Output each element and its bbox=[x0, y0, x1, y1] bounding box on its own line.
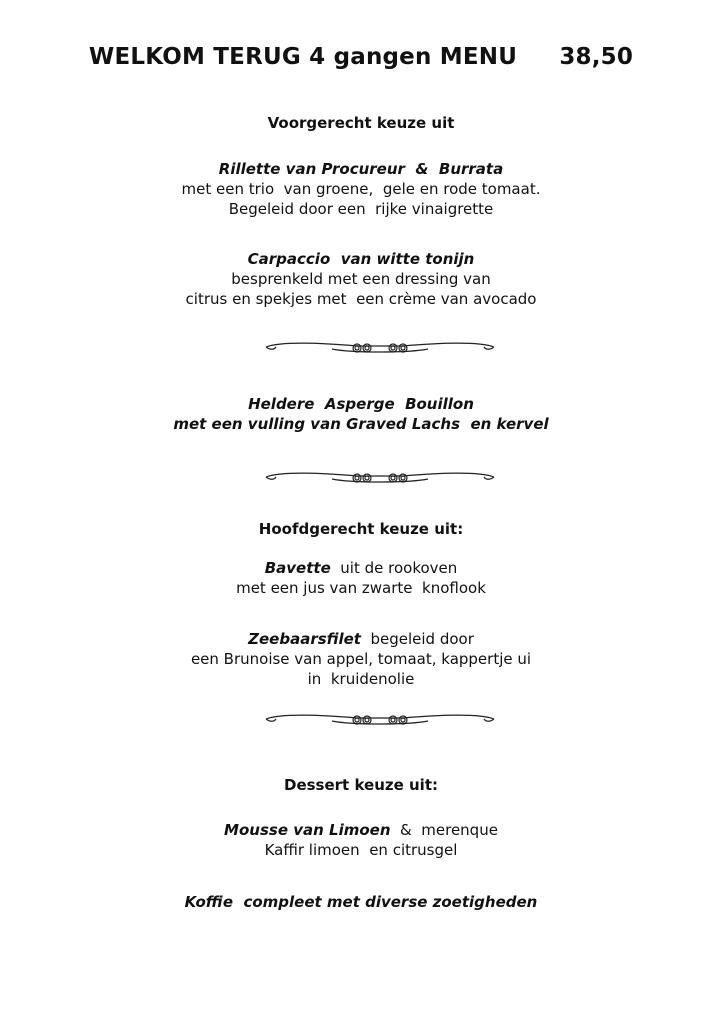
dish-name-2: met een vulling van Graved Lachs en kervel bbox=[173, 415, 549, 433]
dish-name: Mousse van Limoen bbox=[224, 821, 391, 839]
dish-title-line bbox=[0, 558, 722, 578]
dish-title-line bbox=[0, 820, 722, 840]
dish-name: Bavette bbox=[264, 559, 331, 577]
dish-title-line bbox=[0, 629, 722, 649]
scroll-divider-icon bbox=[262, 337, 498, 359]
dish-description: in kruidenolie bbox=[307, 670, 415, 688]
dish-bavette bbox=[0, 558, 722, 598]
section-hoofdgerecht: Hoofdgerecht keuze uit: bbox=[258, 520, 464, 538]
dish-zeebaars bbox=[0, 629, 722, 689]
dish-name: Rillette van Procureur & Burrata bbox=[218, 160, 504, 178]
dish-description: besprenkeld met een dressing van bbox=[231, 270, 491, 288]
menu-price: 38,50 bbox=[559, 44, 634, 70]
dish-rillette bbox=[0, 159, 722, 219]
dish-description: een Brunoise van appel, tomaat, kappertje ui bbox=[190, 650, 532, 668]
dish-description: Kaffir limoen en citrusgel bbox=[264, 841, 458, 859]
dish-carpaccio bbox=[0, 249, 722, 309]
dish-koffie bbox=[0, 892, 722, 912]
dish-suffix: begeleid door bbox=[360, 630, 474, 648]
dish-bouillon bbox=[0, 394, 722, 434]
dish-description: Begeleid door een rijke vinaigrette bbox=[228, 200, 494, 218]
dish-mousse bbox=[0, 820, 722, 860]
dish-description: met een jus van zwarte knoflook bbox=[236, 579, 486, 597]
dish-name: Koffie compleet met diverse zoetigheden bbox=[184, 893, 538, 911]
section-voorgerecht: Voorgerecht keuze uit bbox=[267, 114, 455, 132]
dish-suffix: & merenque bbox=[390, 821, 498, 839]
section-dessert: Dessert keuze uit: bbox=[284, 776, 438, 794]
dish-description: citrus en spekjes met een crème van avocado bbox=[185, 290, 537, 308]
dish-name: Zeebaarsfilet bbox=[248, 630, 361, 648]
menu-title: WELKOM TERUG 4 gangen MENU bbox=[88, 44, 518, 70]
dish-name: Carpaccio van witte tonijn bbox=[247, 250, 475, 268]
dish-name: Heldere Asperge Bouillon bbox=[248, 395, 474, 413]
dish-suffix: uit de rookoven bbox=[330, 559, 458, 577]
dish-description: met een trio van groene, gele en rode tomaat. bbox=[181, 180, 541, 198]
scroll-divider-icon bbox=[262, 467, 498, 489]
scroll-divider-icon bbox=[262, 709, 498, 731]
menu-header bbox=[0, 44, 722, 70]
